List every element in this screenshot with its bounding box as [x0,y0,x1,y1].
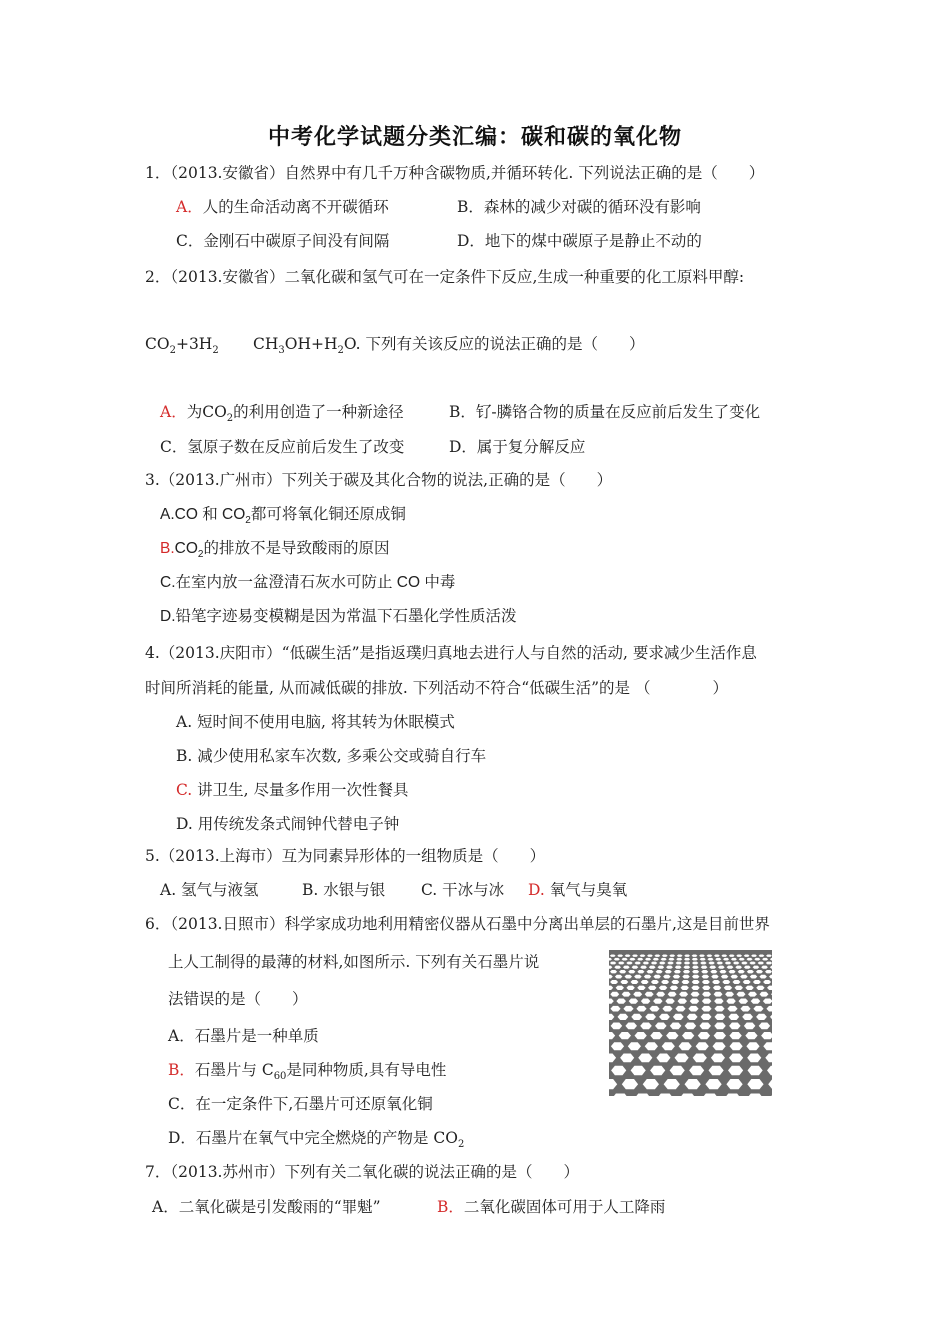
q4-option-d: D. 用传统发条式闹钟代替电子钟 [176,815,400,833]
q6-option-b: B．石墨片与 $C_{60}$是同种物质,具有导电性 [168,1061,447,1083]
q3-option-b: $B.CO_2$的排放不是导致酸雨的原因 [160,540,390,561]
q1-stem: 1．（2013.安徽省）自然界中有几千万种含碳物质,并循环转化. 下列说法正确的是（ ） [145,164,765,182]
q1-option-b: B．森林的减少对碳的循环没有影响 [457,198,701,216]
q7-answer-letter: B． [437,1198,464,1216]
q5-option-a: A. 氢气与液氢 [160,881,259,899]
q2-option-a: A．为$CO_2$的利用创造了一种新途径 [160,403,404,425]
graphene-sheet-image [609,950,772,1096]
q5-stem: 5.（2013.上海市）互为同素异形体的一组物质是（ ） [145,847,546,865]
q4-answer-letter: C. [176,781,193,799]
q1-answer-letter: A． [176,198,203,216]
q3-option-d: D.铅笔字迹易变模糊是因为常温下石墨化学性质活泼 [160,608,517,625]
q3-option-c: C.在室内放一盆澄清石灰水可防止 CO 中毒 [160,574,456,591]
q6-option-c: C．在一定条件下,石墨片可还原氧化铜 [168,1095,433,1113]
q7-option-b: B．二氧化碳固体可用于人工降雨 [437,1198,666,1216]
q1-option-a-text: 人的生命活动离不开碳循环 [202,198,389,216]
q1-option-c: C．金刚石中碳原子间没有间隔 [176,232,390,250]
q5-option-c: C. 干冰与冰 [421,881,505,899]
q1-option-a [176,196,389,218]
q6-answer-letter: B． [168,1061,195,1079]
q6-option-a: A．石墨片是一种单质 [168,1027,319,1045]
q6-option-d: D．石墨片在氧气中完全燃烧的产物是 $CO_2$ [168,1129,465,1151]
q2-answer-letter: A． [160,403,187,421]
q6-stem-line-1: 6．（2013.日照市）科学家成功地利用精密仪器从石墨中分离出单层的石墨片,这是目前世界 [145,915,770,933]
q4-stem-line-1: 4.（2013.庆阳市）“低碳生活”是指返璞归真地去进行人与自然的活动, 要求减少生活作息 [145,644,757,662]
q2-option-c: C．氢原子数在反应前后发生了改变 [160,438,405,456]
q5-option-d: D. 氧气与臭氧 [528,881,628,899]
q3-option-a: A.CO 和 $CO_2$都可将氧化铜还原成铜 [160,506,406,527]
q3-stem: 3.（2013.广州市）下列关于碳及其化合物的说法,正确的是（ ） [145,471,613,489]
q6-stem-line-2: 上人工制得的最薄的材料,如图所示. 下列有关石墨片说 [168,953,540,971]
q1-option-d: D．地下的煤中碳原子是静止不动的 [457,232,702,250]
q2-option-d: D．属于复分解反应 [449,438,586,456]
q4-option-a: A. 短时间不使用电脑, 将其转为休眠模式 [176,713,455,731]
q5-answer-letter: D. [528,881,545,899]
q5-option-b: B. 水银与银 [302,881,386,899]
q2-equation-right: $CH_3OH+H_2O$. 下列有关该反应的说法正确的是（ ） [253,335,645,357]
graphene-lattice-drawing [609,950,772,1096]
q2-stem: 2．（2013.安徽省）二氧化碳和氢气可在一定条件下反应,生成一种重要的化工原料甲醇: [145,268,745,286]
q7-stem: 7．（2013.苏州市）下列有关二氧化碳的说法正确的是（ ） [145,1163,579,1181]
q4-option-c: C. 讲卫生, 尽量多作用一次性餐具 [176,781,409,799]
q7-option-a: A．二氧化碳是引发酸雨的“罪魁” [152,1198,381,1216]
q4-stem-line-2: 时间所消耗的能量, 从而减低碳的排放. 下列活动不符合“低碳生活”的是 （ ） [145,679,728,697]
q2-option-b: B．钌-膦铬合物的质量在反应前后发生了变化 [449,403,761,421]
q4-option-b: B. 减少使用私家车次数, 多乘公交或骑自行车 [176,747,487,765]
q6-stem-line-3: 法错误的是（ ） [168,990,308,1008]
document-title: 中考化学试题分类汇编：碳和碳的氧化物 [267,124,682,150]
q3-answer-letter: B. [160,540,175,557]
q2-equation-left: $CO_2+3H_2$ [145,335,219,357]
